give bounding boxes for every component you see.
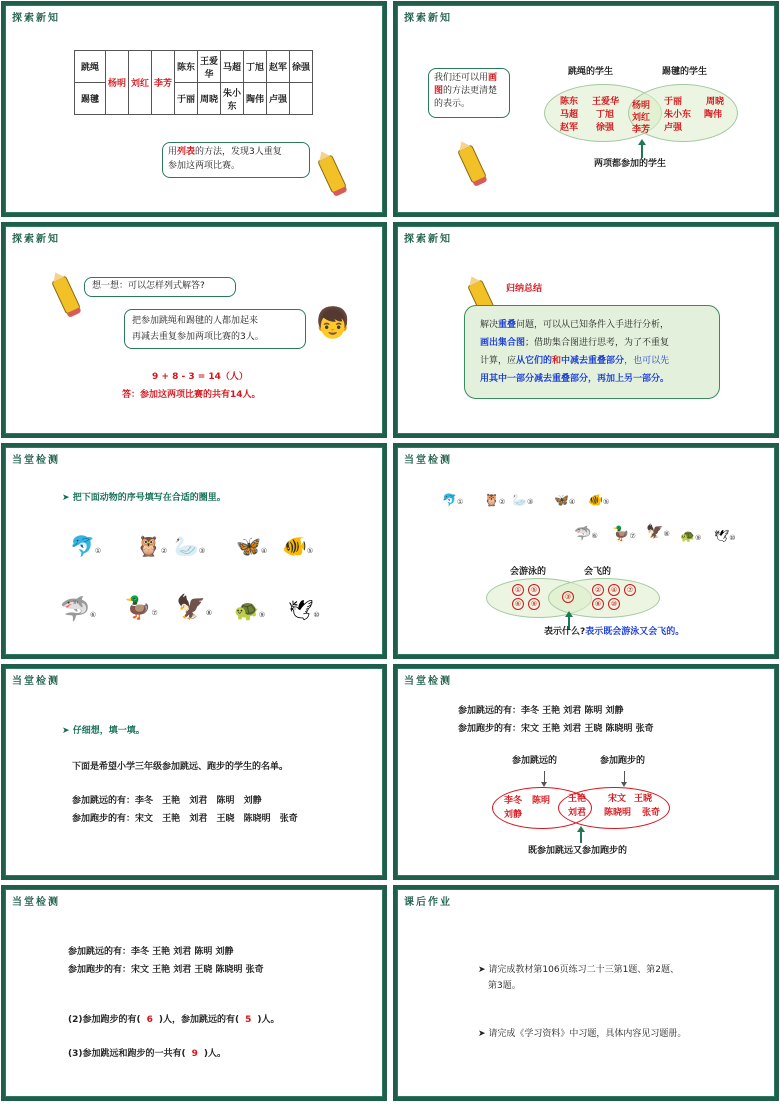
venn-name: 陈晓明 <box>604 808 632 818</box>
slide-6-content <box>397 447 775 655</box>
homework-item-1: ➤ 请完成教材第106页练习二十三第1题、第2题、 <box>478 965 680 975</box>
slide-6 <box>393 443 779 659</box>
slide-1 <box>1 1 387 217</box>
table-cell: 马超 <box>221 51 244 83</box>
run-list: 参加跑步的有：宋文 王艳 刘君 王晓 陈晓明 张奇 <box>458 724 654 734</box>
slide-4-content <box>397 226 775 434</box>
eagle-icon: 🦅⑧ <box>176 593 213 621</box>
owl-icon: 🦉② <box>136 534 168 558</box>
fly-numbers: ② ④ ⑦ <box>590 584 638 597</box>
fly-set-title: 会飞的 <box>584 567 612 577</box>
answer-text: 把参加跳绳和踢毽的人都加起来 <box>132 316 259 326</box>
jump-list: 参加跳远的有：李冬 王艳 刘君 陈明 刘静 <box>458 706 624 716</box>
butterfly-icon: 🦋④ <box>236 534 268 558</box>
summary-line: 用其中一部分减去重叠部分，再加上另一部分。 <box>480 374 670 384</box>
down-arrow-icon <box>544 771 545 783</box>
slide-header: 当堂检测 <box>12 897 60 908</box>
slide-1-content <box>5 5 383 213</box>
slide-7-content <box>5 668 383 876</box>
table-cell: 于丽 <box>175 83 198 115</box>
summary-title: 归纳总结 <box>506 284 543 294</box>
bubble-text: 的表示。 <box>434 99 471 109</box>
slide-8 <box>393 664 779 880</box>
venn-name: 王晓 <box>634 794 653 804</box>
jump-list: 参加跳远的有：李冬 王艳 刘君 陈明 刘静 <box>72 796 262 806</box>
run-list: 参加跑步的有：宋文 王艳 刘君 王晓 陈晓明 张奇 <box>68 965 264 975</box>
fly-numbers: ⑧ ⑩ <box>590 598 622 611</box>
pigeon-icon: 🕊⑩ <box>714 529 736 543</box>
answer-text: 再减去重复参加两项比赛的3人。 <box>132 332 264 342</box>
goldfish-icon: 🐠⑤ <box>282 534 314 558</box>
left-set-title: 跳绳的学生 <box>568 67 614 77</box>
table-cell: 卢强 <box>267 83 290 115</box>
summary-line: 画出集合图；借助集合图进行思考，为了不重复 <box>480 338 670 348</box>
homework-item-2: ➤ 请完成《学习资料》中习题，具体内容见习题册。 <box>478 1029 687 1039</box>
slide-2 <box>393 1 779 217</box>
left-set-title: 参加跳远的 <box>512 756 558 766</box>
both-name: 李芳 <box>152 51 175 115</box>
pigeon-icon: 🕊⑩ <box>288 598 320 622</box>
question-text: 想一想：可以怎样列式解答? <box>92 281 205 291</box>
bubble-text: 用列表的方法，发现3人重复 <box>168 147 282 157</box>
both-number: ③ <box>560 591 576 604</box>
slide-header: 探索新知 <box>12 13 60 24</box>
venn-name: 马超 <box>560 110 579 120</box>
pencil-mascot-icon <box>51 275 81 314</box>
question-3: (3)参加跳远和跑步的一共有( 9 )人。 <box>68 1049 226 1059</box>
venn-middle-name: 刘君 <box>568 808 587 818</box>
slide-header: 探索新知 <box>404 234 452 245</box>
summary-line: 计算，应从它们的和中减去重叠部分，也可以先 <box>480 356 670 366</box>
pointer-arrow-icon <box>580 831 582 843</box>
homework-item-1-cont: 第3题。 <box>488 981 521 991</box>
pencil-mascot-icon <box>457 144 487 183</box>
bubble-text: 图的方法更清楚 <box>434 86 498 96</box>
slide-2-content <box>397 5 775 213</box>
venn-name: 赵军 <box>560 123 579 133</box>
goldfish-icon: 🐠⑤ <box>588 493 610 507</box>
venn-name: 陶伟 <box>704 110 723 120</box>
eagle-icon: 🦅⑧ <box>646 524 670 540</box>
bubble-text: 我们还可以用画 <box>434 73 498 83</box>
run-list: 参加跑步的有：宋文 王艳 刘君 王晓 陈晓明 张奇 <box>72 814 298 824</box>
table-cell <box>290 83 313 115</box>
task-title: ➤ 仔细想，填一填。 <box>62 726 145 736</box>
swan-icon: 🦢③ <box>174 534 206 558</box>
row-label-rope: 跳绳 <box>75 51 106 83</box>
slide-5 <box>1 443 387 659</box>
table-cell: 丁旭 <box>244 51 267 83</box>
turtle-icon: 🐢⑨ <box>234 598 266 622</box>
venn-question: 表示什么?表示既会游泳又会飞的。 <box>544 627 685 637</box>
slide-header: 当堂检测 <box>12 676 60 687</box>
table-cell: 陈东 <box>175 51 198 83</box>
goose-icon: 🦆⑦ <box>124 596 158 621</box>
slide-10-content <box>397 889 775 1097</box>
venn-name: 朱小东 <box>664 110 692 120</box>
table-cell: 赵军 <box>267 51 290 83</box>
venn-middle-name: 刘红 <box>632 113 651 123</box>
venn-middle-name: 王艳 <box>568 794 587 804</box>
butterfly-icon: 🦋④ <box>554 493 576 507</box>
table-cell: 朱小东 <box>221 83 244 115</box>
slide-8-content <box>397 668 775 876</box>
slide-header: 当堂检测 <box>404 676 452 687</box>
pointer-arrow-icon <box>641 144 643 158</box>
summary-line: 解决重叠问题，可以从已知条件入手进行分析， <box>480 320 670 330</box>
task-intro: 下面是希望小学三年级参加跳远、跑步的学生的名单。 <box>72 762 289 772</box>
down-arrow-icon <box>624 771 625 783</box>
venn-middle-name: 杨明 <box>632 101 651 111</box>
turtle-icon: 🐢⑨ <box>680 529 702 543</box>
right-set-title: 踢毽的学生 <box>662 67 708 77</box>
goose-icon: 🦆⑦ <box>612 526 636 542</box>
slide-7 <box>1 664 387 880</box>
formula: 9 + 8 - 3 = 14（人） <box>152 372 248 382</box>
slide-5-content <box>5 447 383 655</box>
owl-icon: 🦉② <box>484 493 506 507</box>
venn-name: 周晓 <box>706 97 725 107</box>
slide-3 <box>1 222 387 438</box>
roster-table <box>74 50 313 115</box>
bubble-text-line2: 参加这两项比赛。 <box>168 161 241 171</box>
swim-numbers: ① ⑤ <box>510 584 542 597</box>
venn-name: 卢强 <box>664 123 683 133</box>
venn-name: 刘静 <box>504 810 523 820</box>
answer-line: 答：参加这两项比赛的共有14人。 <box>122 390 261 400</box>
shark-icon: 🦈⑥ <box>574 526 598 542</box>
row-label-shuttlecock: 踢毽 <box>75 83 106 115</box>
student-avatar-icon: 👦 <box>314 306 352 341</box>
slide-header: 当堂检测 <box>12 455 60 466</box>
venn-name: 陈明 <box>532 796 551 806</box>
swim-set-title: 会游泳的 <box>510 567 547 577</box>
intersection-caption: 两项都参加的学生 <box>594 159 667 169</box>
table-cell: 徐强 <box>290 51 313 83</box>
dolphin-icon: 🐬① <box>442 493 464 507</box>
instruction: ➤ 把下面动物的序号填写在合适的圈里。 <box>62 493 226 503</box>
right-set-title: 参加跑步的 <box>600 756 646 766</box>
intersection-caption: 既参加跳远又参加跑步的 <box>528 846 628 856</box>
venn-name: 李冬 <box>504 796 523 806</box>
venn-name: 陈东 <box>560 97 579 107</box>
swim-numbers: ⑥ ⑨ <box>510 598 542 611</box>
venn-name: 丁旭 <box>596 110 615 120</box>
slide-9-content <box>5 889 383 1097</box>
venn-name: 张奇 <box>642 808 661 818</box>
venn-name: 王爱华 <box>592 97 620 107</box>
swan-icon: 🦢③ <box>512 493 534 507</box>
slide-header: 探索新知 <box>12 234 60 245</box>
pencil-mascot-icon <box>317 154 347 193</box>
slide-9 <box>1 885 387 1101</box>
slide-header: 当堂检测 <box>404 455 452 466</box>
dolphin-icon: 🐬① <box>70 534 102 558</box>
both-name: 杨明 <box>106 51 129 115</box>
table-cell: 陶伟 <box>244 83 267 115</box>
venn-middle-name: 李芳 <box>632 125 651 135</box>
venn-name: 徐强 <box>596 123 615 133</box>
slide-10 <box>393 885 779 1101</box>
table-cell: 周晓 <box>198 83 221 115</box>
slide-4 <box>393 222 779 438</box>
shark-icon: 🦈⑥ <box>60 595 97 623</box>
venn-name: 于丽 <box>664 97 683 107</box>
both-name: 刘红 <box>129 51 152 115</box>
jump-list: 参加跳远的有：李冬 王艳 刘君 陈明 刘静 <box>68 947 234 957</box>
table-cell: 王爱华 <box>198 51 221 83</box>
slide-3-content <box>5 226 383 434</box>
venn-name: 宋文 <box>608 794 627 804</box>
question-2: (2)参加跑步的有( 6 )人，参加跳远的有( 5 )人。 <box>68 1015 280 1025</box>
slide-header: 课后作业 <box>404 897 452 908</box>
slide-header: 探索新知 <box>404 13 452 24</box>
